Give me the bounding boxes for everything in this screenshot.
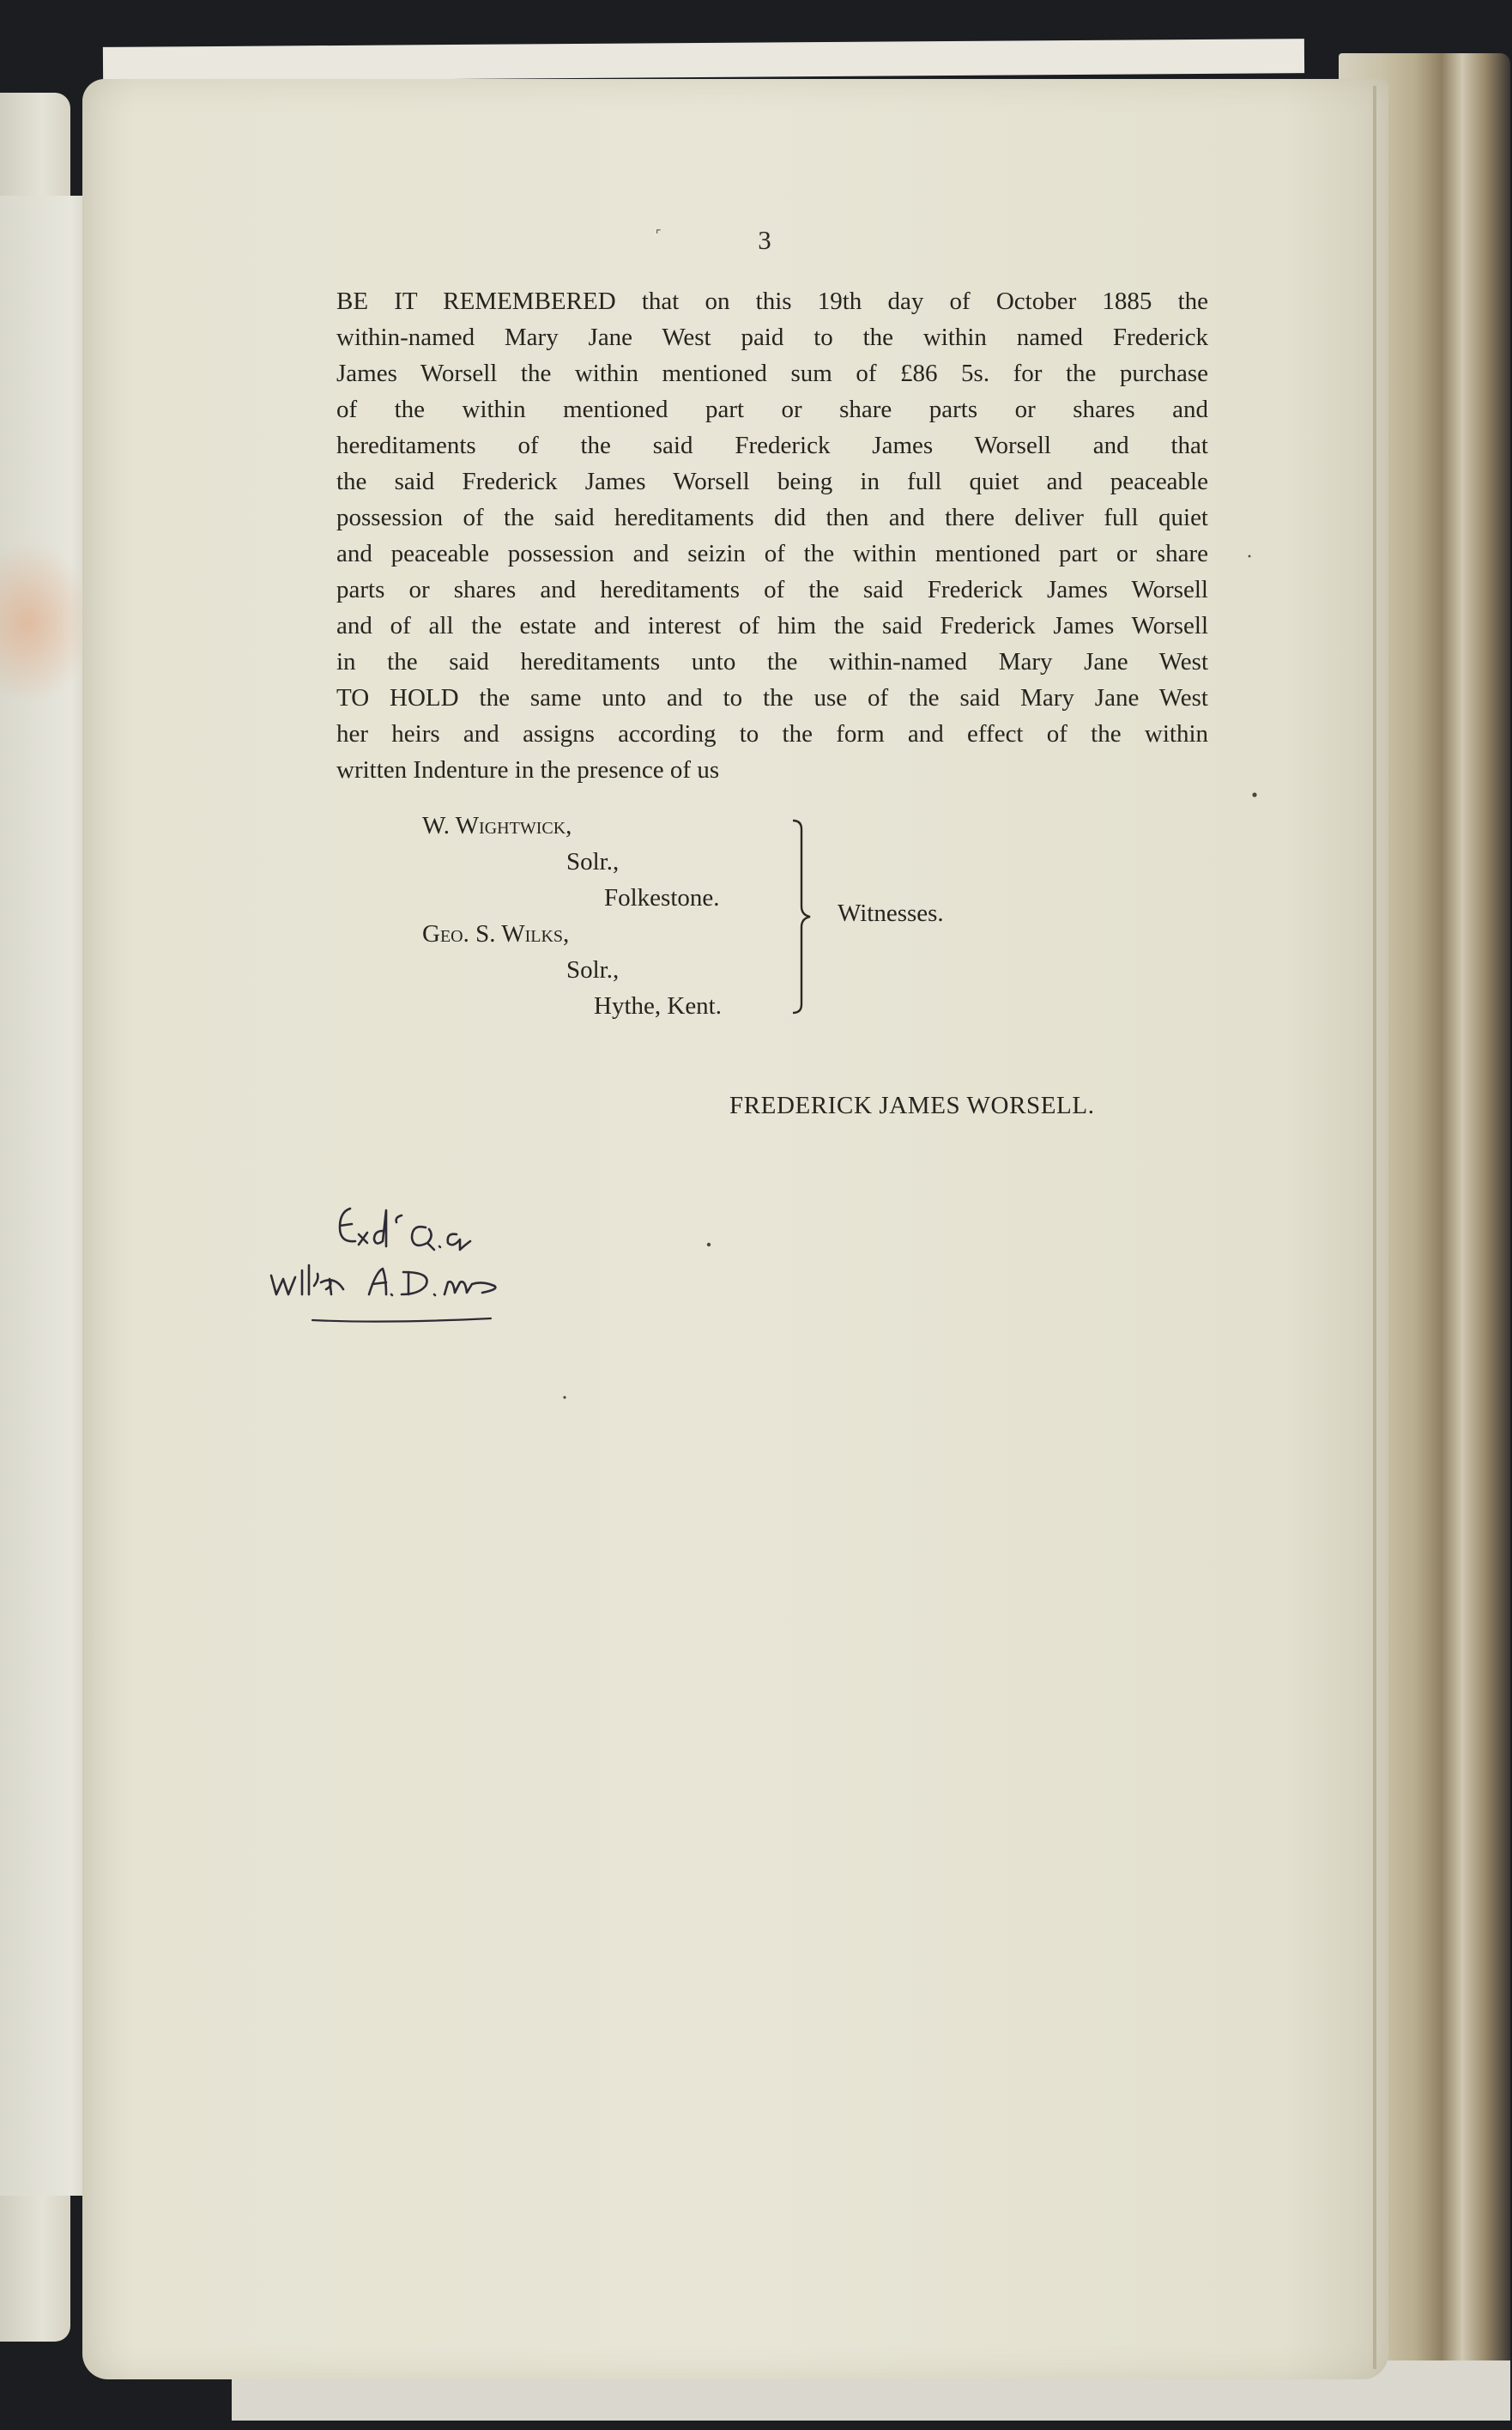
- body-line: and of all the estate and interest of him the said Frederick James Worsell: [336, 612, 1208, 639]
- body-line: in the said hereditaments unto the within-named Mary Jane West: [336, 648, 1208, 676]
- witness-brace: [789, 817, 824, 1016]
- body-line: hereditaments of the said Frederick James Worsell and that: [336, 432, 1208, 459]
- body-line: James Worsell the within mentioned sum of £86 5s. for the purchase: [336, 360, 1208, 387]
- body-line: possession of the said hereditaments did then and there deliver full quiet: [336, 504, 1208, 531]
- body-line: her heirs and assigns according to the form and effect of the within: [336, 720, 1208, 748]
- body-line: parts or shares and hereditaments of the said Frederick James Worsell: [336, 576, 1208, 603]
- witness-title-2: Solr.,: [566, 956, 620, 984]
- handwritten-note: [257, 1193, 532, 1330]
- memorandum-text: [336, 283, 1208, 788]
- body-line: BE IT REMEMBERED that on this 19th day of October 1885 the: [336, 288, 1208, 315]
- witness-place-2: Hythe, Kent.: [594, 992, 722, 1020]
- witnesses-label: Witnesses.: [838, 900, 944, 927]
- body-line: written Indenture in the presence of us: [336, 756, 720, 784]
- left-page-stain: [0, 541, 94, 704]
- body-line: TO HOLD the same unto and to the use of the said Mary Jane West: [336, 684, 1208, 712]
- witness-name-2: Geo. S. Wilks,: [422, 920, 570, 948]
- body-line: within-named Mary Jane West paid to the within named Frederick: [336, 324, 1208, 351]
- body-line: the said Frederick James Worsell being in full quiet and peaceable: [336, 468, 1208, 495]
- witness-title-1: Solr.,: [566, 848, 620, 876]
- page-edge-shadow: [1373, 86, 1376, 2369]
- witness-name-1: W. Wightwick,: [422, 812, 572, 839]
- body-line: and peaceable possession and seizin of the within mentioned part or share: [336, 540, 1208, 567]
- body-line: of the within mentioned part or share parts or shares and: [336, 396, 1208, 423]
- signatory-name: FREDERICK JAMES WORSELL.: [729, 1092, 1095, 1119]
- witness-place-1: Folkestone.: [604, 884, 720, 912]
- corner-tick-mark: ⌜: [656, 229, 662, 242]
- page-number: 3: [758, 225, 771, 255]
- loose-paper-slip-top: [103, 39, 1304, 82]
